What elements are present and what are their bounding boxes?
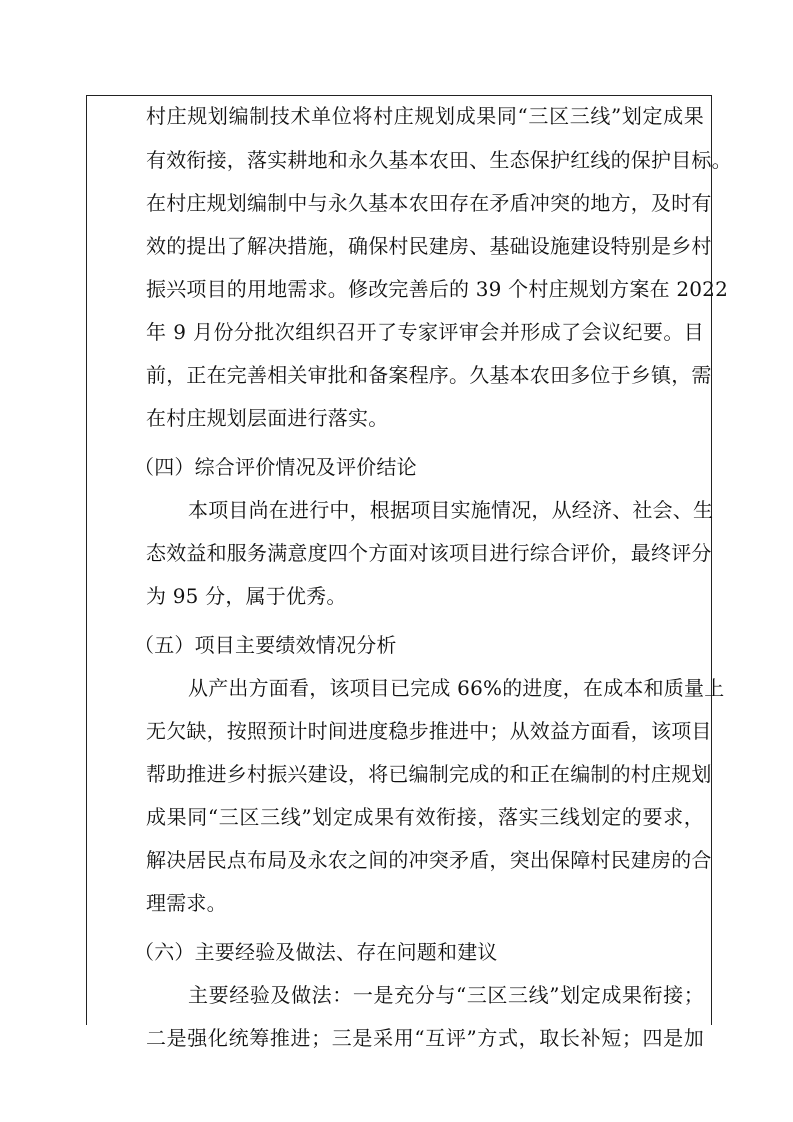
section-heading: （六）主要经验及做法、存在问题和建议 [134,940,498,964]
paragraph-line: 年 9 月份分批次组织召开了专家评审会并形成了会议纪要。目 [146,320,704,344]
paragraph-line: 从产出方面看，该项目已完成 66%的进度，在成本和质量上 [188,676,725,700]
paragraph-line: 本项目尚在进行中，根据项目实施情况，从经济、社会、生 [188,498,714,522]
paragraph-line: 在村庄规划编制中与永久基本农田存在矛盾冲突的地方，及时有 [146,191,712,215]
paragraph-line: 理需求。 [146,891,227,915]
paragraph-line: 为 95 分，属于优秀。 [146,584,347,608]
paragraph-line: 有效衔接，落实耕地和永久基本农田、生态保护红线的保护目标。 [146,148,732,172]
section-heading: （四）综合评价情况及评价结论 [134,455,417,479]
section-heading: （五）项目主要绩效情况分析 [134,633,397,657]
paragraph-line: 二是强化统筹推进；三是采用“互评”方式，取长补短；四是加 [146,1026,704,1050]
paragraph-line: 在村庄规划层面进行落实。 [146,406,389,430]
paragraph-line: 振兴项目的用地需求。修改完善后的 39 个村庄规划方案在 2022 [146,277,729,301]
paragraph-line: 主要经验及做法：一是充分与“三区三线”划定成果衔接； [188,983,704,1007]
paragraph-line: 村庄规划编制技术单位将村庄规划成果同“三区三线”划定成果 [146,104,704,128]
paragraph-line: 帮助推进乡村振兴建设，将已编制完成的和正在编制的村庄规划 [146,762,712,786]
paragraph-line: 成果同“三区三线”划定成果有效衔接，落实三线划定的要求， [146,805,704,829]
paragraph-line: 解决居民点布局及永农之间的冲突矛盾，突出保障村民建房的合 [146,848,712,872]
paragraph-line: 无欠缺，按照预计时间进度稳步推进中；从效益方面看，该项目 [146,719,712,743]
paragraph-line: 态效益和服务满意度四个方面对该项目进行综合评价，最终评分 [146,541,712,565]
paragraph-line: 前，正在完善相关审批和备案程序。久基本农田多位于乡镇，需 [146,363,712,387]
paragraph-line: 效的提出了解决措施，确保村民建房、基础设施建设特别是乡村 [146,234,712,258]
